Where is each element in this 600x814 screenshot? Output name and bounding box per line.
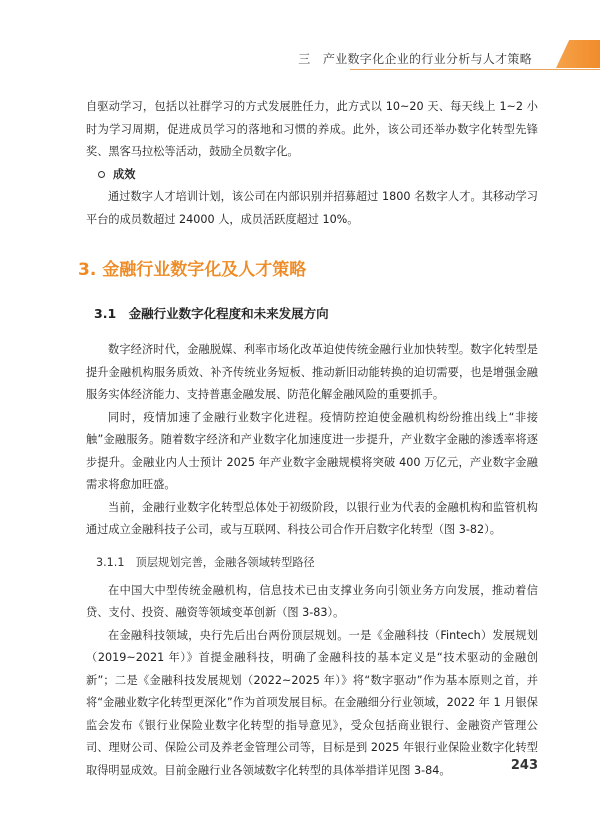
paragraph-2: 同时，疫情加速了金融行业数字化进程。疫情防控迫使金融机构纷纷推出线上“非接触”金融服务。随着数字经济和产业数字化加速度进一步提升，产业数字金融的渗透率将逐步提升。金融业内人士预计 2025 年产业数字金融规模将突破 400 万亿元，产业数字金融需求将愈加旺盛。 [86,410,538,491]
page-number: 243 [510,758,538,773]
intro-paragraph: 自驱动学习，包括以社群学习的方式发展胜任力，此方式以 10~20 天、每天线上 1~2 小时为学习周期，促进成员学习的落地和习惯的养成。此外，该公司还举办数字化转型先锋奖、黑客马拉松等活动，鼓励全员数字化。 [86,100,538,158]
subsection-heading: 3.1 金融行业数字化程度和未来发展方向 [94,306,329,321]
paragraph-3: 当前，金融行业数字化转型总体处于初级阶段，以银行业为代表的金融机构和监管机构通过成立金融科技子公司，或与互联网、科技公司合作开启数字化转型（图 3-82）。 [86,500,538,536]
bullet-circle-icon [98,171,105,178]
paragraph-5: 在金融科技领域，央行先后出台两份顶层规划。一是《金融科技（Fintech）发展规划（2019~2021 年）》首提金融科技，明确了金融科技的基本定义是“技术驱动的金融创新”；二是《金融科技发展规划（2022~2025 年）》将“数字驱动”作为基本原则之首，并将“金融业数字化转型更深化”作为首项发展目标。在金融细分行业领域，2022 年 1 月银保监会发布《银行业保险业数字化转型的指导意见》，受众包括商业银行、金融资产管理公司、理财公司、保险公司及养老金管理公司等，目标是到 2025 年银行业保险业数字化转型取得明显成效。目前金融行业各领域数字化转型的具体举措详见图 3-84。 [86,628,538,777]
header-accent-bar [556,40,600,68]
section-heading: 3. 金融行业数字化及人才策略 [78,260,307,280]
result-paragraph: 通过数字人才培训计划，该公司在内部识别并招募超过 1800 名数字人才。其移动学习平台的成员数超过 24000 人，成员活跃度超过 10%。 [86,190,538,226]
running-header: 三 产业数字化企业的行业分析与人才策略 [298,52,532,66]
header-divider [350,69,600,70]
paragraph-1: 数字经济时代，金融脱媒、利率市场化改革迫使传统金融行业加快转型。数字化转型是提升金融机构服务质效、补齐传统业务短板、推动新旧动能转换的迫切需要，也是增强金融服务实体经济能力、支持普惠金融发展、防范化解金融风险的重要抓手。 [86,343,538,401]
bullet-heading [86,164,538,187]
paragraph-4: 在中国大中型传统金融机构，信息技术已由支撑业务向引领业务方向发展，推动着信贷、支付、投资、融资等领域变革创新（图 3-83）。 [86,583,538,619]
page-content [78,96,538,782]
subsubsection-heading: 3.1.1 顶层规划完善，金融各领域转型路径 [96,555,315,569]
bullet-heading-text: 成效 [113,167,136,181]
